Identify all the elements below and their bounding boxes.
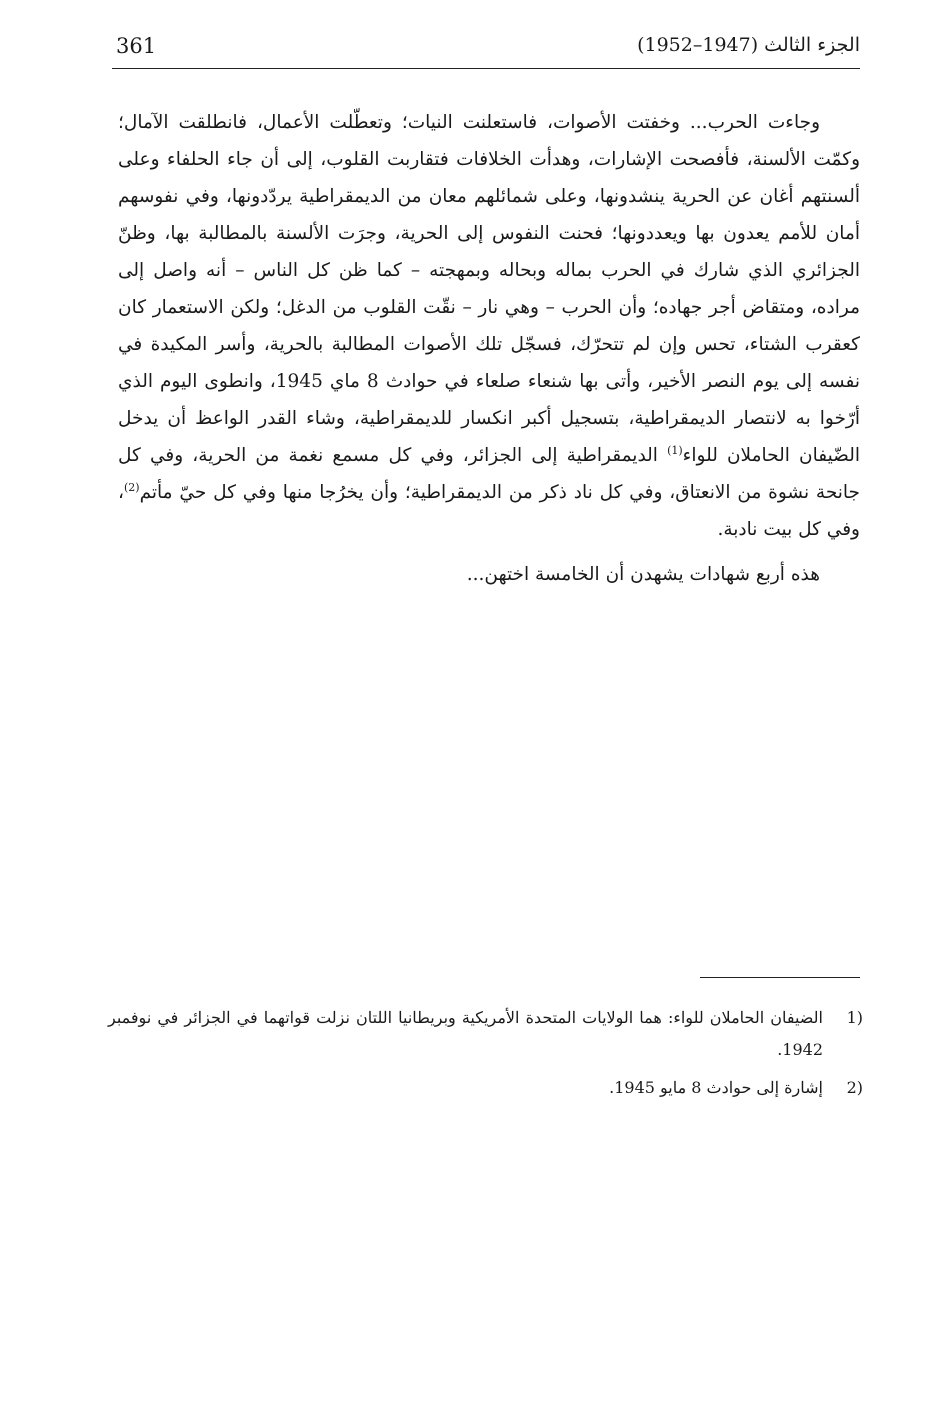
footnote-number: 2) [846, 1078, 863, 1097]
paragraph-text: ، وفي كل بيت نادبة. [118, 482, 860, 540]
footnotes [108, 1002, 863, 1110]
footnote [108, 1072, 863, 1104]
page-number: 361 [116, 34, 157, 58]
paragraph-text: الديمقراطية إلى الجزائر، وفي كل مسمع نغمة من الحرية، وفي كل جانحة نشوة من الانعتاق، وفي كل ناد ذكر من الديمقراطية؛ وأن يخرُجا منها وفي كل حيّ مأتم [118, 445, 860, 503]
footnote-ref: (2) [123, 480, 140, 494]
footnote-text: إشارة إلى حوادث 8 مايو 1945. [609, 1078, 823, 1097]
footnote-ref: (1) [667, 443, 683, 457]
body-text [118, 104, 860, 593]
footnote-divider [700, 977, 860, 978]
paragraph [118, 104, 860, 548]
paragraph-text: وجاءت الحرب... وخفتت الأصوات، فاستعلنت النيات؛ وتعطّلت الأعمال، فانطلقت الآمال؛ وكمّت الألسنة، فأفصحت الإشارات، وهدأت الخلافات فتقاربت القلوب، إلى أن جاء الحلفاء وعلى ألسنتهم أغان عن الحرية ينشدونها، وعلى شمائلهم معان من الديمقراطية يردّدونها، وفي نفوسهم أمان للأمم يعدون بها ويعددونها؛ فحنت النفوس إلى الحرية، وجرَت الألسنة بالمطالبة بها، وظنّ الجزائري الذي شارك في الحرب بماله وبحاله وبمهجته – كما ظن كل الناس – أنه واصل إلى مراده، ومتقاض أجر جهاده؛ وأن الحرب – وهي نار – نقّت القلوب من الدغل؛ ولكن الاستعمار كان كعقرب الشتاء، تحس وإن لم تتحرّك، فسجّل تلك الأصوات المطالبة بالحرية، وأسر المكيدة في نفسه إلى يوم النصر الأخير، وأتى بها شنعاء صلعاء في حوادث 8 ماي 1945، وانطوى اليوم الذي أرّخوا به لانتصار الديمقراطية، بتسجيل أكبر انكسار للديمقراطية، وشاء القدر الواعظ أن يدخل الضّيفان الحاملان للواء [118, 112, 860, 466]
footnote [108, 1002, 863, 1066]
footnote-number: 1) [846, 1008, 863, 1027]
paragraph: هذه أربع شهادات يشهدن أن الخامسة اختهن... [466, 564, 820, 585]
running-head: الجزء الثالث (1947–1952) [637, 34, 860, 56]
footnote-text: الضيفان الحاملان للواء: هما الولايات المتحدة الأمريكية وبريطانيا اللتان نزلت قواتهما في الجزائر في نوفمبر 1942. [108, 1008, 824, 1059]
page-header [112, 28, 860, 69]
